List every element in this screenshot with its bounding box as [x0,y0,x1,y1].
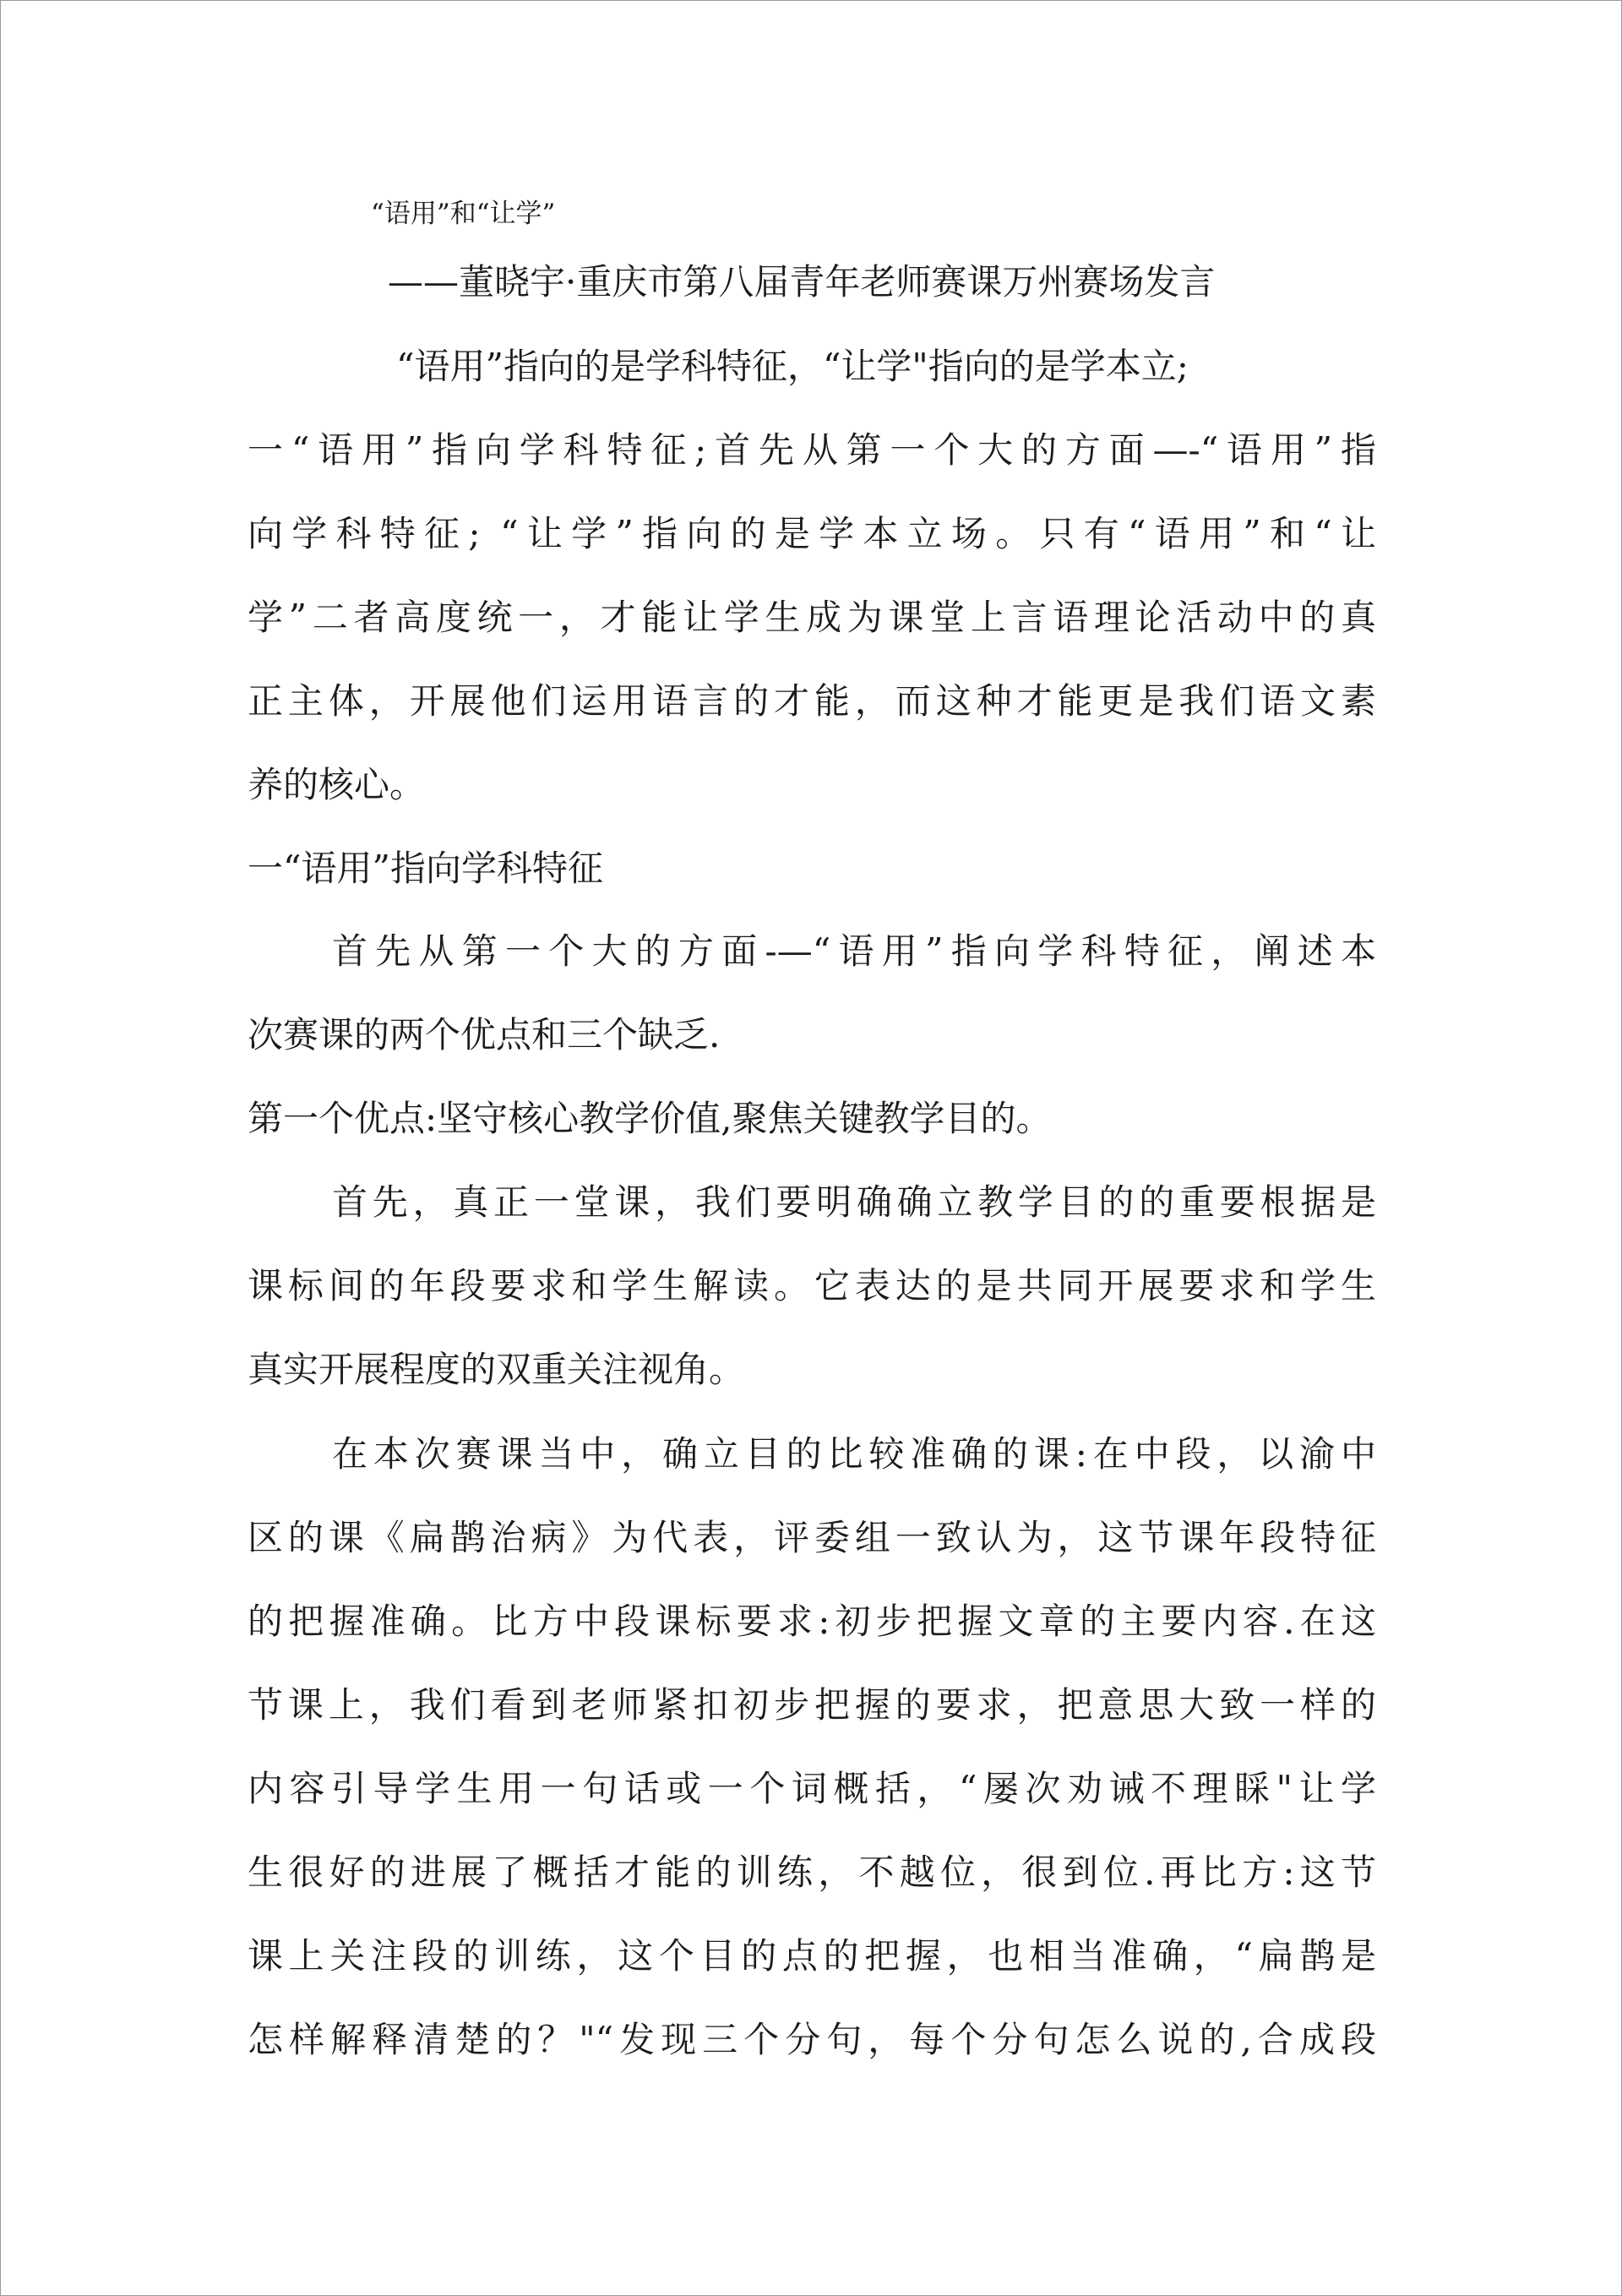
paragraph-line-3: 向学科特征; “让学”指向的是学本立场。只有“语用”和“让 [248,513,1376,554]
paragraph-line-9: 次赛课的两个优点和三个缺乏. [248,1014,721,1055]
paragraph-line-18: 内容引导学生用一句话或一个词概括，“屡次劝诫不理睬"让学 [248,1768,1376,1809]
document-title: “语用”和“让学” [371,199,556,229]
paragraph-line-6: 养的核心。 [248,764,426,805]
document-subtitle: ——董晓宇·重庆市第八届青年老师赛课万州赛场发言 [388,261,1216,303]
paragraph-line-2: 一“语用”指向学科特征;首先从第一个大的方面—-“语用”指 [248,429,1376,471]
paragraph-line-8: 首先从第一个大的方面-—“语用”指向学科特征，阐述本 [332,930,1376,972]
paragraph-line-19: 生很好的进展了概括才能的训练，不越位，很到位.再比方:这节 [248,1852,1376,1893]
section-heading: 一“语用”指向学科特征 [248,848,603,889]
paragraph-line-5: 正主体，开展他们运用语言的才能，而这种才能更是我们语文素 [248,680,1376,722]
paragraph-line-11: 首先，真正一堂课，我们要明确确立教学目的的重要根据是 [332,1181,1376,1223]
paragraph-line-15: 区的课《扁鹊治病》为代表，评委组一致认为，这节课年段特征 [248,1517,1376,1558]
paragraph-line-16: 的把握准确。比方中段课标要求:初步把握文章的主要内容.在这 [248,1601,1376,1642]
paragraph-line-12: 课标间的年段要求和学生解读。它表达的是共同开展要求和学生 [248,1265,1376,1306]
paragraph-line-20: 课上关注段的训练，这个目的点的把握，也相当准确，“扁鹊是 [248,1935,1376,1977]
paragraph-line-4: 学”二者高度统一，才能让学生成为课堂上言语理论活动中的真 [248,597,1376,638]
paragraph-line-14: 在本次赛课当中，确立目的比较准确的课:在中段，以渝中 [332,1433,1376,1475]
subsection-heading: 第一个优点:坚守核心教学价值,聚焦关键教学目的。 [248,1098,1052,1139]
paragraph-line-21: 怎样解释清楚的？"“发现三个分句，每个分句怎么说的,合成段 [248,2019,1376,2060]
paragraph-line-1: “语用”指向的是学科特征，“让学"指向的是学本立; [396,346,1189,387]
paragraph-line-13: 真实开展程度的双重关注视角。 [248,1349,745,1390]
paragraph-line-17: 节课上，我们看到老师紧扣初步把握的要求，把意思大致一样的 [248,1684,1376,1726]
